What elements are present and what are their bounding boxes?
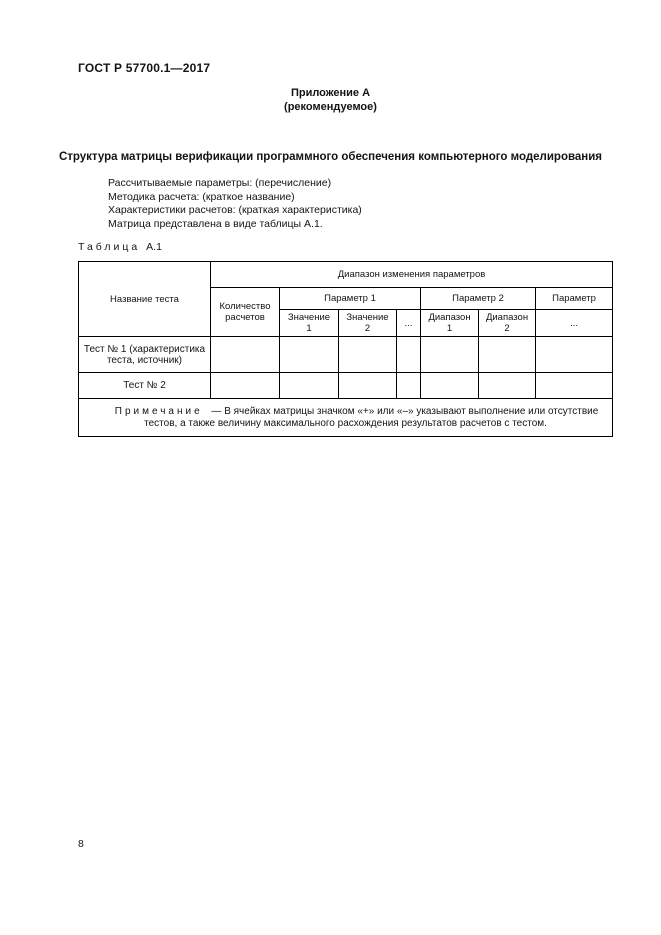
verification-matrix	[78, 261, 612, 437]
empty-cell	[479, 373, 536, 399]
header-param1: Параметр 1	[280, 288, 421, 310]
empty-cell	[339, 373, 397, 399]
note-paragraph	[83, 406, 608, 429]
annex-heading	[0, 87, 661, 114]
table-note	[79, 399, 613, 437]
table-row	[79, 373, 613, 399]
empty-cell	[397, 373, 421, 399]
paragraph: Матрица представлена в виде таблицы А.1.	[108, 217, 323, 230]
verification-matrix-table	[78, 261, 613, 437]
empty-cell	[397, 337, 421, 373]
empty-cell	[536, 337, 613, 373]
empty-cell	[211, 373, 280, 399]
paragraph: Методика расчета: (краткое название)	[108, 190, 295, 203]
empty-cell	[211, 337, 280, 373]
header-value2: Значение 2	[339, 310, 397, 337]
page-number: 8	[78, 838, 84, 850]
header-ellipsis2: ...	[536, 310, 613, 337]
header-param-last: Параметр	[536, 288, 613, 310]
paragraph: Рассчитываемые параметры: (перечисление)	[108, 177, 332, 189]
table-caption	[78, 241, 162, 253]
test-name-cell: Тест № 1 (характеристика теста, источник)	[79, 337, 211, 373]
section-title: Структура матрицы верификации программного обеспечения компьютерного моделирования	[58, 151, 603, 163]
empty-cell	[339, 337, 397, 373]
empty-cell	[536, 373, 613, 399]
paragraph: Характеристики расчетов: (краткая характеристика)	[108, 204, 362, 217]
header-calc-count: Количество расчетов	[211, 288, 280, 337]
header-range1: Диапазон 1	[421, 310, 479, 337]
empty-cell	[479, 337, 536, 373]
table-caption-word: Таблица	[78, 241, 141, 253]
doc-code: ГОСТ Р 57700.1—2017	[78, 61, 211, 75]
table-note-row	[79, 399, 613, 437]
note-text: — В ячейках матрицы значком «+» или «–» указывают выполнение или отсутствие тестов, а также величину максимального расхождения результатов расчетов с тестом.	[144, 406, 599, 429]
empty-cell	[280, 337, 339, 373]
header-test-name: Название теста	[79, 262, 211, 337]
header-ellipsis1: ...	[397, 310, 421, 337]
header-range2: Диапазон 2	[479, 310, 536, 337]
annex-line2: (рекомендуемое)	[284, 100, 377, 113]
annex-line1: Приложение А	[290, 87, 371, 99]
table-row	[79, 337, 613, 373]
note-label: Примечание	[114, 406, 203, 417]
empty-cell	[421, 373, 479, 399]
header-value1: Значение 1	[280, 310, 339, 337]
intro-paragraphs	[108, 177, 601, 231]
test-name-cell: Тест № 2	[79, 373, 211, 399]
table-caption-number: А.1	[146, 241, 162, 253]
header-group-title: Диапазон изменения параметров	[211, 262, 613, 288]
empty-cell	[280, 373, 339, 399]
empty-cell	[421, 337, 479, 373]
header-param2: Параметр 2	[421, 288, 536, 310]
